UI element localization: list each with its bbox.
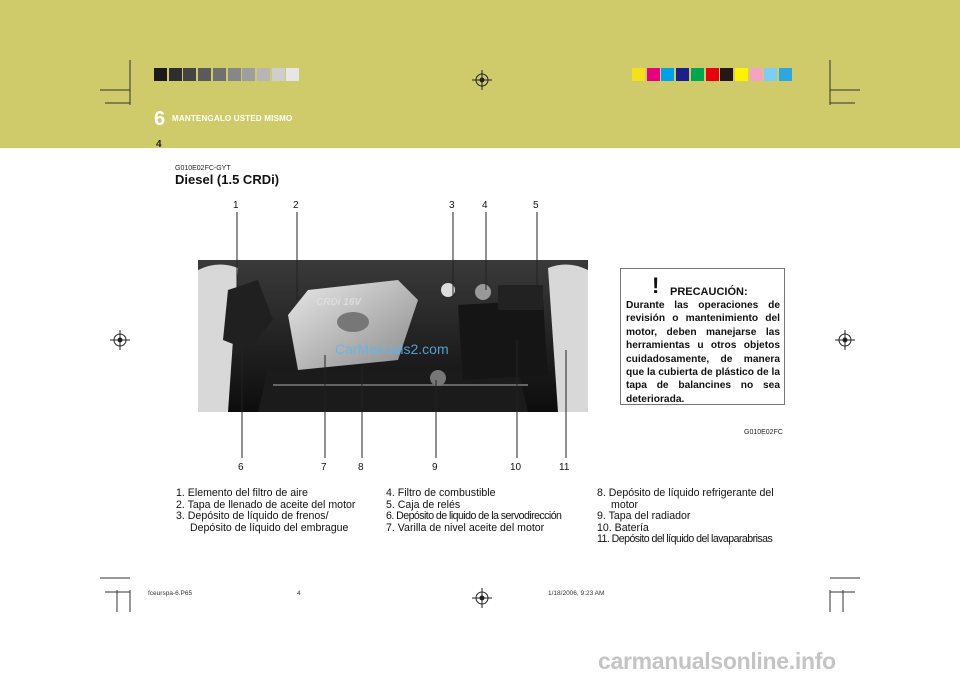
callout-9: 9 xyxy=(432,462,438,473)
list-item: 1. Elemento del filtro de aire xyxy=(176,487,308,499)
color-swatch xyxy=(154,68,167,81)
chapter-title: MANTENGALO USTED MISMO xyxy=(172,114,293,123)
callout-3: 3 xyxy=(449,200,455,211)
caution-box xyxy=(620,268,785,405)
figure-code: G010E02FC xyxy=(744,429,783,436)
engine-badge: CRDi 16V xyxy=(316,297,362,308)
color-swatch xyxy=(198,68,211,81)
section-title: Diesel (1.5 CRDi) xyxy=(175,172,280,187)
callout-4: 4 xyxy=(482,200,488,211)
color-swatch xyxy=(720,68,733,81)
list-item: 8. Depósito de líquido refrigerante del xyxy=(597,487,774,499)
caution-title: PRECAUCIÓN: xyxy=(670,286,748,298)
list-item: 3. Depósito de líquido de frenos/ xyxy=(176,510,329,522)
callout-5: 5 xyxy=(533,200,539,211)
warning-icon xyxy=(644,273,668,297)
color-swatch xyxy=(735,68,748,81)
parts-list-col2 xyxy=(386,488,561,534)
color-swatch xyxy=(257,68,270,81)
color-swatch xyxy=(691,68,704,81)
color-swatch xyxy=(228,68,241,81)
section-code: G010E02FC-GYT xyxy=(175,165,231,172)
chapter-number: 6 xyxy=(154,108,166,130)
color-swatch xyxy=(779,68,792,81)
callout-10: 10 xyxy=(510,462,522,473)
list-item: 9. Tapa del radiador xyxy=(597,510,691,522)
color-swatch xyxy=(242,68,255,81)
caution-text: Durante las operaciones de revisión o mantenimiento del motor, deben manejarse las herramientas u otros objetos cuidadosamente, de manera que la cubierta de plástico de la tapa de balancines no sea deteriorada. xyxy=(626,300,780,405)
callout-6: 6 xyxy=(238,462,244,473)
color-swatch xyxy=(676,68,689,81)
color-swatch xyxy=(706,68,719,81)
footer-page: 4 xyxy=(297,590,301,597)
color-swatch xyxy=(647,68,660,81)
parts-list-col3 xyxy=(597,488,774,546)
callout-8: 8 xyxy=(358,462,364,473)
color-swatch xyxy=(750,68,763,81)
list-item: 5. Caja de relés xyxy=(386,498,461,511)
color-swatch xyxy=(661,68,674,81)
list-item: 4. Filtro de combustible xyxy=(386,487,496,499)
page-number: 4 xyxy=(156,139,162,150)
color-swatch xyxy=(764,68,777,81)
callout-1: 1 xyxy=(233,200,239,211)
list-item: 6. Depósito de liquido de la servodirección xyxy=(386,510,562,522)
color-swatch xyxy=(272,68,285,81)
list-item: motor xyxy=(611,498,639,511)
list-item: 11. Depósito del líquido del lavaparabrisas xyxy=(597,533,773,545)
color-swatch xyxy=(213,68,226,81)
footer-file: fceurspa-6.P65 xyxy=(148,590,193,597)
site-watermark: carmanualsonline.info xyxy=(598,648,836,674)
callout-2: 2 xyxy=(293,200,299,211)
callout-7: 7 xyxy=(321,462,327,473)
list-item: Depósito de líquido del embrague xyxy=(190,521,349,534)
color-swatch xyxy=(632,68,645,81)
svg-text:!: ! xyxy=(652,273,660,297)
footer-date: 1/18/2006, 9:23 AM xyxy=(548,590,605,597)
parts-list-col1 xyxy=(176,488,355,534)
list-item: 10. Batería xyxy=(597,521,649,534)
watermark: CarManuals2.com xyxy=(335,341,449,357)
color-swatch xyxy=(286,68,299,81)
list-item: 7. Varilla de nivel aceite del motor xyxy=(386,521,545,534)
color-swatch xyxy=(169,68,182,81)
callout-11: 11 xyxy=(559,462,570,473)
list-item: 2. Tapa de llenado de aceite del motor xyxy=(176,498,356,511)
color-swatch xyxy=(183,68,196,81)
